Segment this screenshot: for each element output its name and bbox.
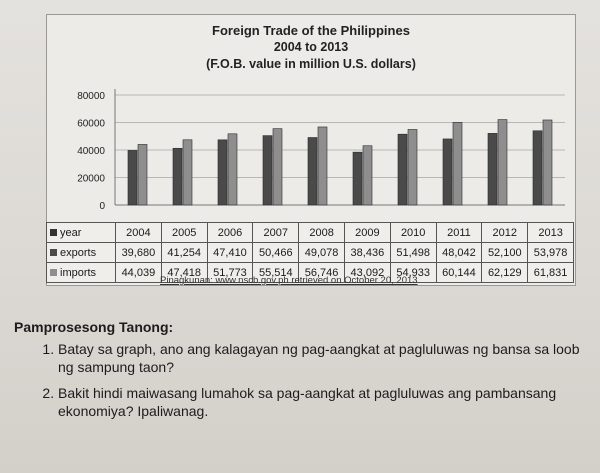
- bar-exports: [488, 133, 497, 205]
- data-label: 41,254: [161, 243, 207, 263]
- bar-imports: [543, 120, 552, 205]
- x-tick-label: 2012: [482, 223, 528, 243]
- questions-heading: Pamprosesong Tanong:: [14, 319, 174, 335]
- x-tick-label: 2011: [436, 223, 482, 243]
- question-item: 2. Bakit hindi maiwasang lumahok sa pag-aangkat at pagluluwas ang pambansang ekonomiya? Ipaliwanag.: [58, 384, 584, 420]
- source-note: Pinagkunan: www.nscb.gov.ph retrieved on October 20, 2013: [160, 275, 418, 286]
- bar-exports: [263, 136, 272, 205]
- data-label: 47,418: [161, 263, 207, 283]
- bar-imports: [408, 129, 417, 205]
- data-label: 54,933: [390, 263, 436, 283]
- bar-imports: [363, 146, 372, 205]
- bar-plot: [47, 77, 575, 237]
- y-tick-label: 60000: [77, 118, 105, 130]
- legend-swatch: [50, 249, 57, 256]
- data-label: 51,773: [207, 263, 253, 283]
- bar-exports: [128, 150, 137, 205]
- bar-imports: [498, 120, 507, 205]
- chart-subtitle: 2004 to 2013: [273, 40, 349, 54]
- table-row: [47, 243, 574, 263]
- bar-imports: [273, 129, 282, 205]
- data-label: 55,514: [253, 263, 299, 283]
- data-label: 43,092: [344, 263, 390, 283]
- bar-exports: [173, 148, 182, 205]
- bar-exports: [533, 131, 542, 205]
- data-label: 47,410: [207, 243, 253, 263]
- x-tick-label: 2007: [253, 223, 299, 243]
- legend-swatch: [50, 229, 57, 236]
- question-item: 1. Batay sa graph, ano ang kalagayan ng pag-aangkat at pagluluwas ng bansa sa loob ng sampung taon?: [58, 340, 584, 376]
- legend-entry: [47, 243, 116, 263]
- legend-swatch: [50, 269, 57, 276]
- data-label: 61,831: [528, 263, 574, 283]
- data-label: 50,466: [253, 243, 299, 263]
- y-tick-label: 80000: [77, 91, 105, 102]
- chart-units: (F.O.B. value in million U.S. dollars): [206, 57, 416, 71]
- x-tick-label: 2008: [299, 223, 345, 243]
- questions-section: [14, 318, 584, 428]
- bar-exports: [398, 134, 407, 205]
- data-label: 48,042: [436, 243, 482, 263]
- legend-entry: [47, 263, 116, 283]
- bar-imports: [228, 134, 237, 205]
- y-tick-label: 40000: [77, 146, 105, 157]
- x-tick-label: 2010: [390, 223, 436, 243]
- chart-title: Foreign Trade of the Philippines: [212, 23, 410, 38]
- data-table: [46, 222, 574, 283]
- data-label: 52,100: [482, 243, 528, 263]
- data-label: 44,039: [116, 263, 162, 283]
- data-label: 53,978: [528, 243, 574, 263]
- bar-imports: [318, 127, 327, 205]
- x-tick-label: 2006: [207, 223, 253, 243]
- bar-imports: [183, 140, 192, 205]
- legend-label: exports: [60, 246, 97, 259]
- questions-list: [14, 340, 584, 420]
- table-row: [47, 223, 574, 243]
- data-label: 62,129: [482, 263, 528, 283]
- bar-exports: [443, 139, 452, 205]
- data-label: 39,680: [116, 243, 162, 263]
- data-label: 60,144: [436, 263, 482, 283]
- data-label: 56,746: [299, 263, 345, 283]
- x-tick-label: 2004: [116, 223, 162, 243]
- legend-label: imports: [60, 266, 97, 279]
- x-tick-label: 2013: [528, 223, 574, 243]
- bar-exports: [218, 140, 227, 205]
- bar-exports: [353, 152, 362, 205]
- bar-exports: [308, 138, 317, 205]
- bar-imports: [138, 144, 147, 205]
- x-tick-label: 2009: [344, 223, 390, 243]
- data-label: 49,078: [299, 243, 345, 263]
- table-row-header: [47, 223, 116, 243]
- table-header-label: year: [60, 226, 82, 239]
- data-label: 51,498: [390, 243, 436, 263]
- data-label: 38,436: [344, 243, 390, 263]
- y-tick-label: 0: [99, 201, 105, 212]
- y-tick-label: 20000: [77, 173, 105, 185]
- x-tick-label: 2005: [161, 223, 207, 243]
- bar-imports: [453, 122, 462, 205]
